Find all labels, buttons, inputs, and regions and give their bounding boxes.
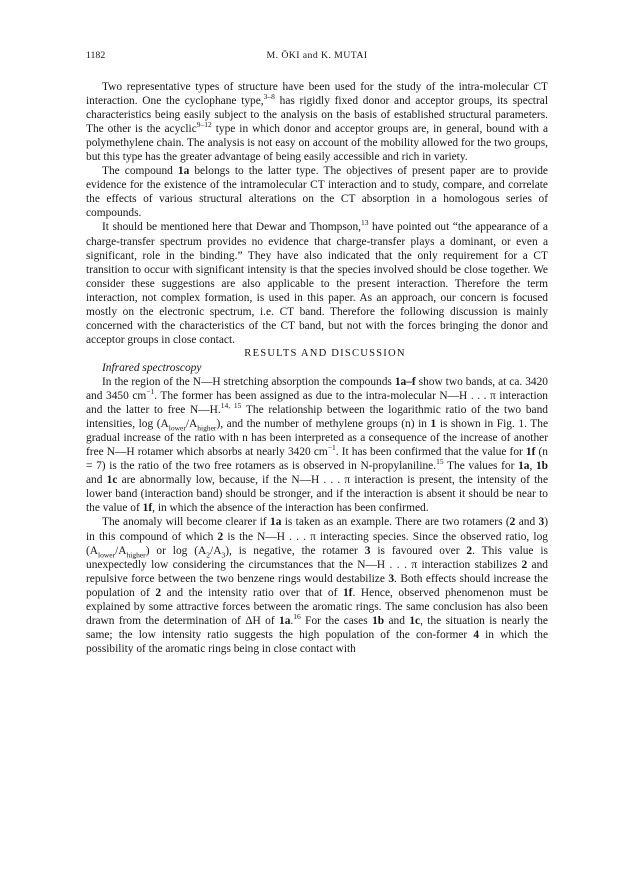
page-number: 1182: [86, 50, 106, 61]
section-title: RESULTS AND DISCUSSION: [244, 347, 406, 359]
text-run: and: [86, 474, 107, 487]
text-run: /A: [115, 544, 127, 557]
subscript: lower: [168, 423, 186, 433]
text-run: show two bands, at ca. 3420 and 3450 cm: [86, 375, 548, 403]
paragraph-intro-3: [86, 220, 548, 346]
superscript: 16: [293, 611, 301, 621]
paragraph-ir-2: [86, 515, 548, 655]
compound-label: 2: [521, 558, 528, 571]
text-run: in which the possibility of the aromatic rings being in close contact with: [86, 628, 549, 655]
subscript: 3: [221, 549, 226, 559]
text-run: The compound: [102, 165, 178, 178]
superscript: 13: [361, 218, 369, 228]
text-run: /A: [185, 418, 198, 431]
text-run: /A: [210, 544, 222, 557]
compound-label: 2: [466, 544, 473, 557]
text-run: ), and the number of methylene groups (n) in: [216, 418, 431, 431]
text-run: , the situation is nearly the same; the low intensity ratio suggests the high population of the con-former: [86, 614, 548, 641]
text-run: .: [290, 614, 294, 627]
running-title: M. ŌKI and K. MUTAI: [266, 50, 368, 61]
compound-label: 1a: [279, 614, 291, 627]
text-run: Two representative types of structure have been used for the study of the intra-molecular CT interaction. One the cyclophane type,: [86, 81, 548, 108]
text-run: . It has been confirmed that the value for: [335, 446, 526, 459]
page-header: [86, 50, 548, 66]
text-run: and: [515, 516, 539, 529]
text-run: (n = 7) is the ratio of the two free rotamers as is observed in N-propylaniline.: [86, 446, 548, 473]
text-run: are abnormally low, because, if the N—H . . . π interaction is present, the intensity of the lower band (interaction band) should be stronger, and if the interaction is absent it should be near to the value of: [86, 474, 548, 515]
text-run: and the intensity ratio over that of: [161, 586, 343, 599]
superscript: 14, 15: [220, 401, 242, 411]
compound-label: 1a–f: [394, 375, 416, 388]
compound-label: 1c: [106, 474, 118, 487]
text-run: type in which donor and acceptor groups are, in general, bound with a polymethylene chain. The analysis is not easy on account of the mobility allowed for the two groups, but this type has the greater advantage of being easily accessible and rich in variety.: [86, 123, 549, 164]
compound-label: 1a: [177, 165, 190, 178]
text-run: The relationship between the logarithmic ratio of the two band intensities, log (A: [86, 404, 549, 431]
subscript: 2: [206, 549, 211, 559]
text-run: . Hence, observed phenomenon must be explained by some attractive forces between the aromatic rings. The same conclusion has also been drawn from the determination of ΔH of: [86, 586, 549, 627]
text-run: In the region of the N—H stretching absorption the compounds: [102, 375, 395, 388]
subscript: higher: [197, 423, 217, 433]
text-run: For the cases: [300, 614, 373, 627]
text-run: ) or log (A: [145, 544, 207, 557]
compound-label: 1a: [518, 460, 530, 473]
text-run: ,: [529, 460, 536, 473]
text-run: It should be mentioned here that Dewar and Thompson,: [102, 221, 362, 234]
compound-label: 1c: [409, 614, 421, 627]
compound-label: 1b: [372, 614, 385, 627]
text-run: is favoured over: [370, 544, 467, 557]
text-run: is the N—H . . . π interacting species. Since the observed ratio, log (A: [86, 530, 548, 557]
text-run: ) in this compound of which: [86, 516, 548, 543]
text-run: is taken as an example. There are two rotamers (: [281, 516, 510, 529]
superscript: 9–12: [196, 120, 212, 130]
superscript: 3–8: [263, 92, 275, 102]
text-run: . This value is unexpectedly low considering the circumstances that the N—H . . . π interaction stabilizes: [86, 544, 548, 571]
compound-label: 3: [388, 572, 395, 585]
compound-label: 1a: [270, 516, 282, 529]
text-run: and: [384, 614, 410, 627]
text-run: has rigidly fixed donor and acceptor groups, its spectral characteristics being easily subject to the analysis on the basis of established structural parameters. The other is the acyclic: [86, 95, 548, 136]
text-run: The values for: [443, 460, 519, 473]
text-run: belongs to the latter type. The objectives of present paper are to provide evidence for the existence of the intramolecular CT interaction and to study, compare, and correlate the effects of various structural alterations on the CT absorption in a homologous series of compounds.: [86, 165, 548, 220]
compound-label: 3: [538, 516, 545, 529]
superscript: −1: [327, 443, 336, 453]
compound-label: 1: [430, 418, 437, 431]
text-run: have pointed out “the appearance of a charge-transfer spectrum provides no evidence that charge-transfer plays a dominant, or even a significant, role in the binding.” They have also indicated that the only requirement for a CT transition to occur with significant intensity is that the species involved should be close together. We consider these suggestions are also applicable to the present interaction. Therefore the term interaction, not complex formation, is used in this paper. As an approach, our concern is focused mostly on the electronic spectrum, i.e. CT band. Therefore the following discussion is mainly concerned with the characteristics of the CT band, but not with the forces bringing the donor and acceptor groups in close contact.: [86, 221, 548, 346]
superscript: 15: [436, 457, 444, 467]
compound-label: 3: [364, 544, 371, 557]
text-run: is shown in Fig. 1. The gradual increase of the ratio with n has been interpreted as a consequence of the increase of another free N—H rotamer which absorbs at nearly 3420 cm: [86, 418, 548, 459]
compound-label: 2: [509, 516, 516, 529]
paragraph-intro-1: [86, 80, 548, 164]
superscript: −1: [146, 387, 155, 397]
compound-label: 1f: [142, 502, 153, 515]
compound-label: 1f: [342, 586, 353, 599]
text-run: , in which the absence of the interaction has been confirmed.: [152, 502, 429, 515]
text-run: ), is negative, the rotamer: [225, 544, 365, 557]
compound-label: 1b: [535, 460, 548, 473]
subscript: lower: [98, 549, 116, 559]
subscript: higher: [126, 549, 146, 559]
article-body: [86, 80, 548, 656]
subsection-title: Infrared spectroscopy: [102, 361, 202, 374]
text-run: The anomaly will become clearer if: [102, 516, 271, 529]
compound-label: 1f: [525, 446, 536, 459]
compound-label: 2: [155, 586, 162, 599]
compound-label: 2: [217, 530, 224, 543]
text-run: . The former has been assigned as due to the intra-molecular N—H . . . π interaction and the latter to free N—H.: [86, 390, 549, 417]
paragraph-ir-1: [86, 375, 548, 515]
text-run: . Both effects should increase the population of: [86, 572, 548, 599]
paragraph-intro-2: [86, 164, 548, 220]
compound-label: 4: [473, 628, 480, 641]
text-run: and repulsive force between the two benzene rings would destabilize: [86, 558, 549, 585]
